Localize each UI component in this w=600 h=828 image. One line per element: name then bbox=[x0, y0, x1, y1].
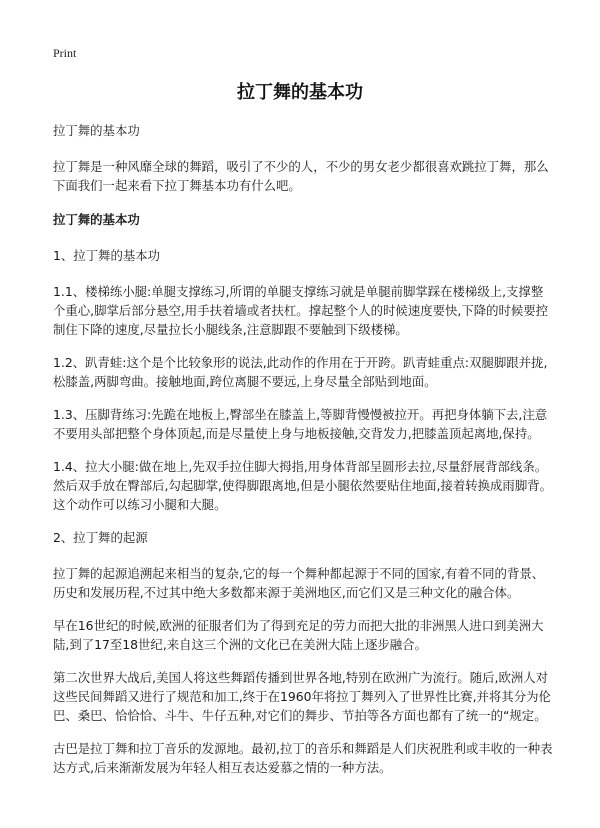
origin-paragraph-1: 拉丁舞的起源追溯起来相当的复杂,它的每一个舞种都起源于不同的国家,有着不同的背景、历史和发展历程,不过其中绝大多数都来源于美洲地区,而它们又是三种文化的融合体。 bbox=[53, 566, 545, 600]
article-subtitle: 拉丁舞的基本功 bbox=[53, 123, 140, 138]
origin-paragraph-3: 第二次世界大战后,美国人将这些舞蹈传播到世界各地,特别在欧洲广为流行。随后,欧洲人对这些民间舞蹈又进行了规范和加工,终于在1960年将拉丁舞列入了世界性比赛,并将其分为伦巴、桑巴、恰恰恰、斗牛、牛仔五种,对它们的舞步、节拍等各方面也都有了统一的“规定。 bbox=[53, 670, 551, 723]
intro-paragraph: 拉丁舞是一种风靡全球的舞蹈，吸引了不少的人，不少的男女老少都很喜欢跳拉丁舞，那么下面我们一起来看下拉丁舞基本功有什么吧。 bbox=[53, 159, 549, 193]
section-heading: 拉丁舞的基本功 bbox=[53, 212, 140, 227]
print-link[interactable]: Print bbox=[53, 46, 77, 60]
article-body bbox=[53, 121, 553, 791]
section1-heading: 1、拉丁舞的基本功 bbox=[53, 248, 161, 263]
paragraph-1-4: 1.4、拉大小腿:做在地上,先双手拉住脚大拇指,用身体背部呈圆形去拉,尽量舒展背部线条。然后双手放在臀部后,勾起脚掌,使得脚跟离地,但是小腿依然要贴住地面,接着转换成雨脚背。这个动作可以练习小腿和大腿。 bbox=[53, 459, 552, 512]
section2-heading: 2、拉丁舞的起源 bbox=[53, 530, 148, 545]
origin-paragraph-2: 早在16世纪的时候,欧洲的征服者们为了得到充足的劳力而把大批的非洲黑人进口到美洲大陆,到了17至18世纪,来自这三个洲的文化已在美洲大陆上逐步融合。 bbox=[53, 618, 544, 652]
paragraph-1-2: 1.2、趴青蛙:这个是个比较象形的说法,此动作的作用在于开跨。趴青蛙重点:双腿脚跟并拢,松膝盖,两脚弯曲。接触地面,跨位离腿不要远,上身尽量全部贴到地面。 bbox=[53, 355, 548, 389]
paragraph-1-3: 1.3、压脚背练习:先跪在地板上,臀部坐在膝盖上,等脚背慢慢被拉开。再把身体躺下去,注意不要用头部把整个身体顶起,而是尽量使上身与地板接触,交背发力,把膝盖顶起离地,保持。 bbox=[53, 407, 548, 441]
page-title: 拉丁舞的基本功 bbox=[237, 82, 363, 103]
paragraph-1-1: 1.1、楼梯练小腿:单腿支撑练习,所谓的单腿支撑练习就是单腿前脚掌踩在楼梯级上,支撑整个重心,脚掌后部分悬空,用手扶着墙或者扶杠。撑起整个人的时候速度要快,下降的时候要控制住下降的速度,尽量拉长小腿线条,注意脚跟不要触到下级楼梯。 bbox=[53, 284, 549, 337]
origin-paragraph-4: 古巴是拉丁舞和拉丁音乐的发源地。最初,拉丁的音乐和舞蹈是人们庆祝胜利或丰收的一种表达方式,后来渐渐发展为年轻人相互表达爱慕之情的一种方法。 bbox=[53, 741, 553, 775]
